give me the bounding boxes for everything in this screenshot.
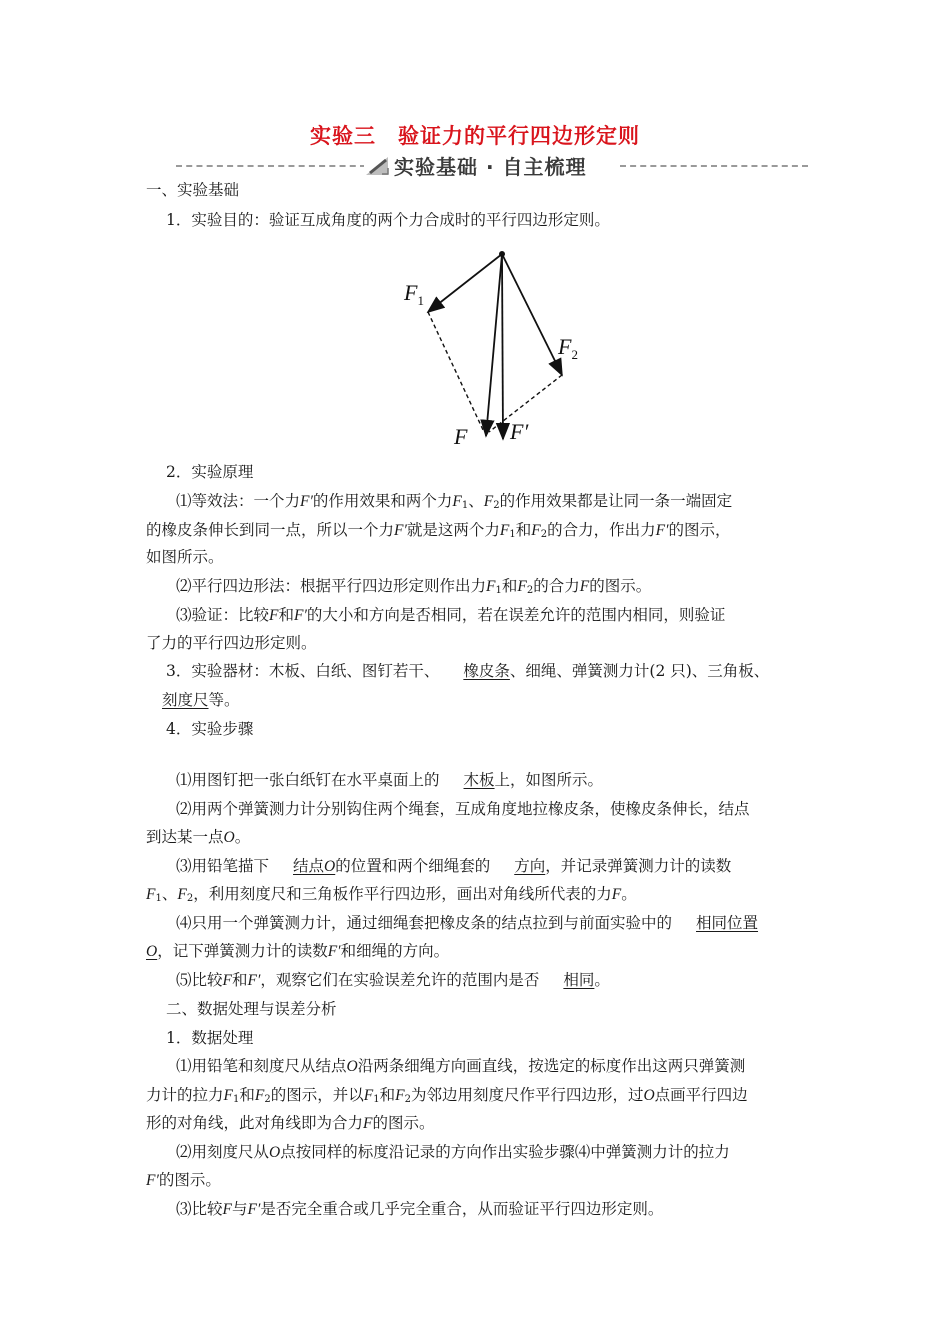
vector-f — [486, 254, 502, 436]
step-3-line-2: $F_1$、$F_2$，利用刻度尺和三角板作平行四边形，画出对角线所代表的力F。 — [146, 885, 637, 904]
data-line-3: 形的对角线，此对角线即为合力F的图示。 — [146, 1114, 435, 1132]
heading-principle: 2．实验原理 — [166, 463, 254, 481]
data-line-5: F′的图示。 — [146, 1171, 221, 1189]
section-heading-2: 二、数据处理与误差分析 — [166, 1000, 337, 1018]
paragraph-purpose: 1．实验目的：验证互成角度的两个力合成时的平行四边形定则。 — [166, 211, 610, 229]
section-heading-1: 一、实验基础 — [146, 181, 240, 199]
principle-line-1: ⑴等效法：一个力F′的作用效果和两个力$F_1$、$F_2$的作用效果都是让同一条一端固定 — [176, 492, 733, 511]
label-f2: $F_2$ — [558, 334, 578, 362]
principle-line-2: 的橡皮条伸长到同一点，所以一个力F′就是这两个力$F_1$和$F_2$的合力，作出力F′的图示， — [146, 521, 731, 540]
principle-line-5: ⑶验证：比较F和F′的大小和方向是否相同，若在误差允许的范围内相同，则验证 — [176, 606, 726, 624]
label-f-prime: F′ — [510, 419, 529, 444]
data-line-2: 力计的拉力$F_1$和$F_2$的图示，并以$F_1$和$F_2$为邻边用刻度尺作平行四边形，过O点画平行四边 — [146, 1086, 748, 1105]
step-2-line-1: ⑵用两个弹簧测力计分别钩住两个绳套，互成角度地拉橡皮条，使橡皮条伸长，结点 — [176, 800, 750, 818]
vector-f2 — [502, 254, 562, 375]
vector-f1 — [428, 254, 502, 312]
principle-line-3: 如图所示。 — [146, 548, 224, 566]
principle-line-6: 了力的平行四边形定则。 — [146, 634, 317, 652]
label-f1: $F_1$ — [404, 280, 424, 308]
section-banner — [364, 151, 620, 179]
data-line-6: ⑶比较F与F′是否完全重合或几乎完全重合，从而验证平行四边形定则。 — [176, 1200, 664, 1218]
step-4-line-1: ⑷只用一个弹簧测力计，通过细绳套把橡皮条的结点拉到与前面实验中的 相同位置 — [176, 914, 759, 932]
divider-right — [620, 165, 808, 167]
equipment-line-1: 3．实验器材：木板、白纸、图钉若干、 橡皮条、细绳、弹簧测力计(2 只)、三角板、 — [166, 662, 770, 680]
data-line-1: ⑴用铅笔和刻度尺从结点O沿两条细绳方向画直线，按选定的标度作出这两只弹簧测 — [176, 1057, 746, 1075]
force-diagram — [390, 242, 590, 457]
banner-text: 实验基础 · 自主梳理 — [394, 154, 587, 179]
banner-pen-icon — [364, 153, 390, 177]
step-5: ⑸比较F和F′，观察它们在实验误差允许的范围内是否 相同。 — [176, 971, 610, 989]
step-1: ⑴用图钉把一张白纸钉在水平桌面上的 木板上，如图所示。 — [176, 771, 604, 789]
data-line-4: ⑵用刻度尺从O点按同样的标度沿记录的方向作出实验步骤⑷中弹簧测力计的拉力 — [176, 1143, 730, 1161]
dashed-edge-1 — [428, 312, 484, 432]
step-2-line-2: 到达某一点O。 — [146, 828, 251, 846]
divider-left — [176, 165, 366, 167]
heading-steps: 4．实验步骤 — [166, 720, 254, 738]
step-3-line-1: ⑶用铅笔描下 结点O的位置和两个细绳套的 方向，并记录弹簧测力计的读数 — [176, 857, 732, 875]
equipment-line-2: 刻度尺等。 — [162, 691, 240, 709]
page-title: 实验三 验证力的平行四边形定则 — [310, 124, 640, 148]
label-f: F — [454, 424, 468, 449]
vector-f-prime — [502, 254, 503, 439]
principle-line-4: ⑵平行四边形法：根据平行四边形定则作出力$F_1$和$F_2$的合力F的图示。 — [176, 577, 652, 596]
heading-data-processing: 1．数据处理 — [166, 1029, 254, 1047]
step-4-line-2: O，记下弹簧测力计的读数F′和细绳的方向。 — [146, 942, 450, 960]
